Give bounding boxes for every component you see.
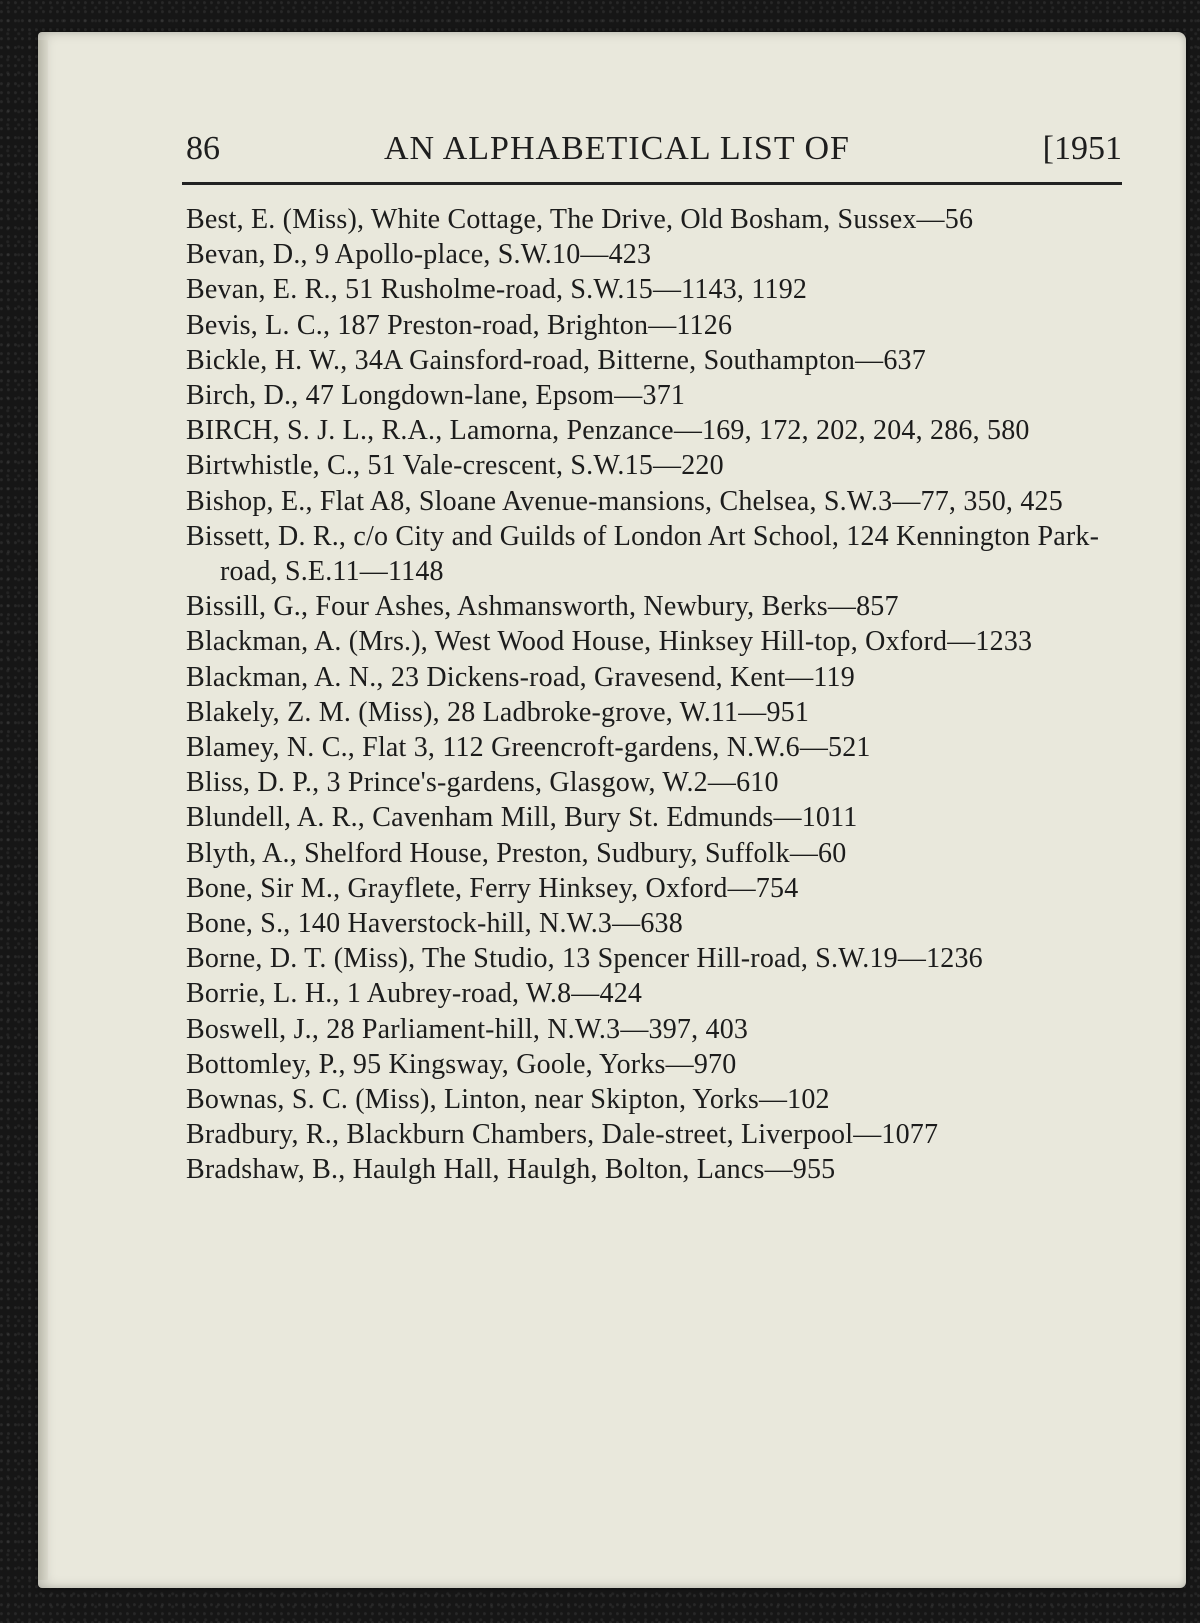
header-rule [182,182,1122,185]
list-item: Blundell, A. R., Cavenham Mill, Bury St. Edmunds—1011 [186,802,858,834]
list-item: Bottomley, P., 95 Kingsway, Goole, Yorks—970 [186,1048,737,1080]
list-item: Bradshaw, B., Haulgh Hall, Haulgh, Bolton, Lancs—955 [186,1154,836,1186]
page-edge [38,40,48,1580]
list-item: Best, E. (Miss), White Cottage, The Drive, Old Bosham, Sussex—56 [186,204,974,235]
list-item: Boswell, J., 28 Parliament-hill, N.W.3—397, 403 [186,1013,749,1045]
list-item: Blyth, A., Shelford House, Preston, Sudbury, Suffolk—60 [186,837,847,869]
list-item: Bownas, S. C. (Miss), Linton, near Skipton, Yorks—102 [186,1084,830,1116]
list-item: Bickle, H. W., 34A Gainsford-road, Bitterne, Southampton—637 [186,344,926,376]
list-item: Bliss, D. P., 3 Prince's-gardens, Glasgow, W.2—610 [186,767,779,799]
directory-list [186,202,1130,1188]
list-item: Blakely, Z. M. (Miss), 28 Ladbroke-grove, W.11—951 [186,696,810,728]
running-header [186,126,1122,176]
page-number: 86 [186,130,220,167]
list-item: Blackman, A. N., 23 Dickens-road, Gravesend, Kent—119 [186,661,855,693]
list-item: Bone, S., 140 Haverstock-hill, N.W.3—638 [186,908,683,940]
list-item: Bevis, L. C., 187 Preston-road, Brighton—1126 [186,309,733,341]
list-item: Blackman, A. (Mrs.), West Wood House, Hinksey Hill-top, Oxford—1233 [186,626,1033,658]
list-item: Birch, D., 47 Longdown-lane, Epsom—371 [186,380,686,412]
list-item: BIRCH, S. J. L., R.A., Lamorna, Penzance—169, 172, 202, 204, 286, 580 [186,415,1030,447]
list-item: Borrie, L. H., 1 Aubrey-road, W.8—424 [186,978,643,1010]
page-title: AN ALPHABETICAL LIST OF [384,130,850,167]
list-item: Bevan, E. R., 51 Rusholme-road, S.W.15—1143, 1192 [186,274,808,306]
list-item: Bissett, D. R., c/o City and Guilds of London Art School, 124 Kennington Park-road, S.E.11—1148 [186,520,1100,588]
list-item: Birtwhistle, C., 51 Vale-crescent, S.W.15—220 [186,450,724,482]
list-item: Bishop, E., Flat A8, Sloane Avenue-mansions, Chelsea, S.W.3—77, 350, 425 [186,485,1063,517]
year-label: [1951 [1042,130,1122,167]
list-item: Blamey, N. C., Flat 3, 112 Greencroft-gardens, N.W.6—521 [186,732,871,764]
list-item: Bone, Sir M., Grayflete, Ferry Hinksey, Oxford—754 [186,872,799,904]
list-item: Bradbury, R., Blackburn Chambers, Dale-street, Liverpool—1077 [186,1119,939,1151]
list-item: Borne, D. T. (Miss), The Studio, 13 Spencer Hill-road, S.W.19—1236 [186,943,983,975]
list-item: Bissill, G., Four Ashes, Ashmansworth, Newbury, Berks—857 [186,591,899,623]
list-item: Bevan, D., 9 Apollo-place, S.W.10—423 [186,239,652,271]
